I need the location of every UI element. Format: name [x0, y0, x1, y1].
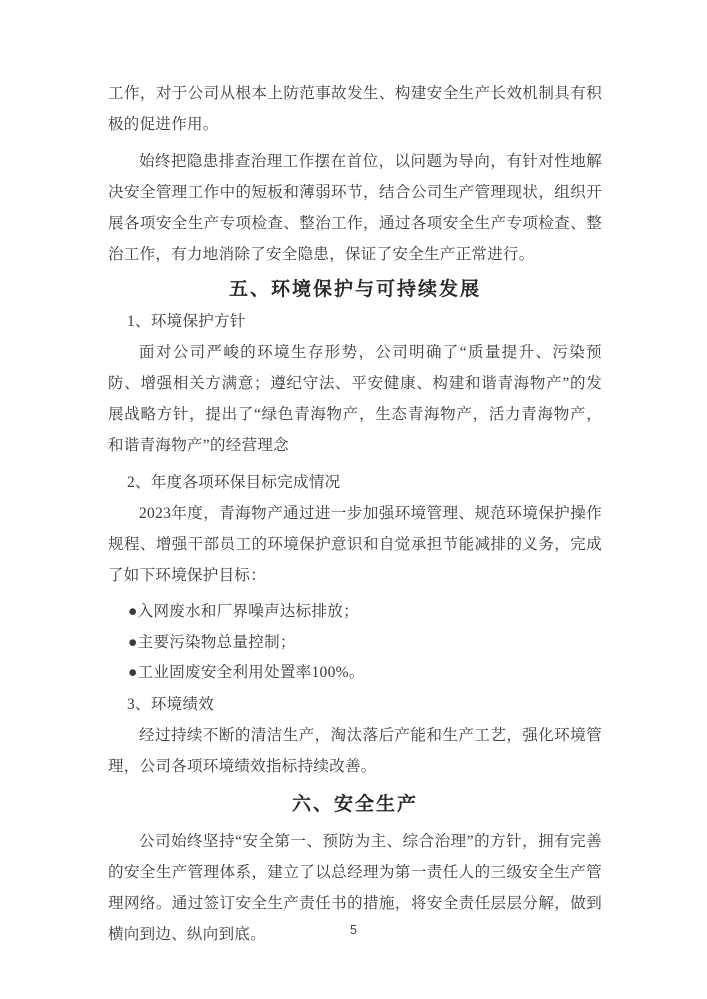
list-item-wastewater: ●入网废水和厂界噪声达标排放；: [128, 603, 359, 620]
paragraph-env-policy: 面对公司严峻的环境生存形势，公司明确了“质量提升、污染预防、增强相关方满意；遵纪守法、平安健康、构建和谐青海物产”的发展战略方针，提出了“绿色青海物产，生态青海物产，活力青海物产，和谐青海物产”的经营理念: [108, 344, 602, 454]
list-item-pollutants: ●主要污染物总量控制；: [128, 633, 296, 651]
subheading-env-policy: 1、环境保护方针: [127, 313, 246, 330]
subheading-env-targets: 2、年度各项环保目标完成情况: [127, 474, 341, 491]
paragraph-safety-production: 公司始终坚持“安全第一、预防为主、综合治理”的方针，拥有完善的安全生产管理体系，建立了以总经理为第一责任人的三级安全生产管理网络。通过签订安全生产责任书的措施，将安全责任层层分解，做到横向到边、纵向到底。: [108, 832, 602, 943]
paragraph-env-performance: 经过持续不断的清洁生产，淘汰落后产能和生产工艺，强化环境管理，公司各项环境绩效指标持续改善。: [108, 726, 602, 775]
section-heading-safety: 六、安全生产: [291, 793, 418, 815]
paragraph-hidden-danger-inspection: 始终把隐患排查治理工作摆在首位，以问题为导向，有针对性地解决安全管理工作中的短板和薄弱环节，结合公司生产管理现状，组织开展各项安全生产专项检查、整治工作，通过各项安全生产专项检查、整治工作，有力地消除了安全隐患，保证了安全生产正常进行。: [108, 153, 602, 263]
paragraph-env-targets: 2023年度，青海物产通过进一步加强环境管理、规范环境保护操作规程、增强干部员工的环境保护意识和自觉承担节能减排的义务，完成了如下环境保护目标：: [108, 505, 602, 584]
page-number: 5: [350, 923, 357, 937]
paragraph-promotion-effect: 工作，对于公司从根本上防范事故发生、构建安全生产长效机制具有积极的促进作用。: [108, 85, 602, 133]
list-item-solid-waste: ●工业固废安全利用处置率100%。: [128, 664, 365, 681]
page-content: [108, 78, 602, 956]
subheading-env-performance: 3、环境绩效: [127, 695, 215, 713]
section-heading-environment: 五、环境保护与可持续发展: [228, 279, 481, 300]
